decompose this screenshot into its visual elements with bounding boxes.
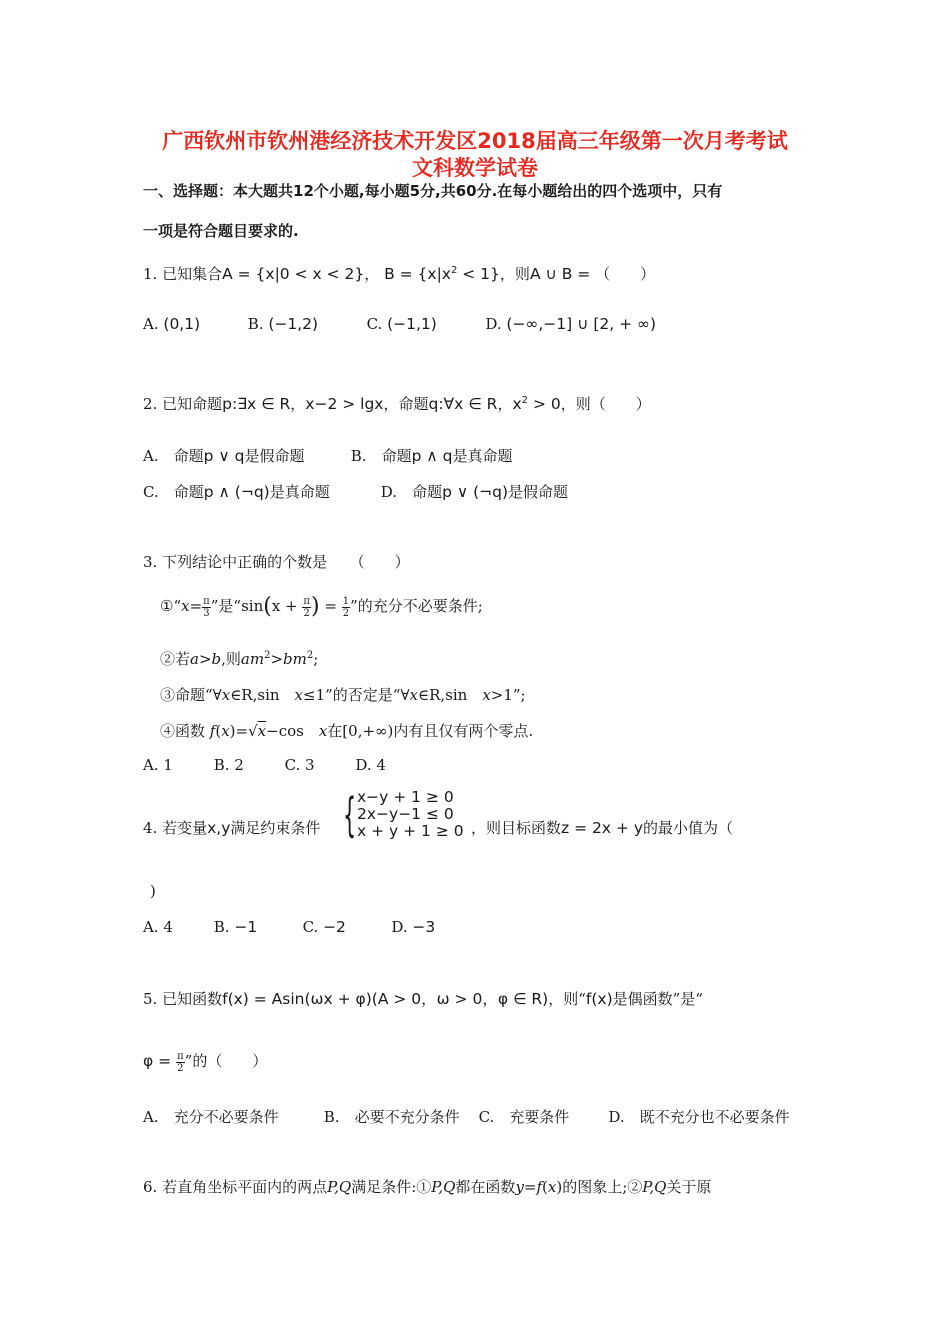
q3-stem: 下列结论中正确的个数是 （ ）	[162, 553, 410, 571]
q3-s1-x: x=	[181, 597, 203, 615]
question-4-options	[143, 918, 435, 936]
q4-constraint-3: x + y + 1 ≥ 0	[357, 822, 464, 840]
q3-s3-d: ∈R,sin	[417, 686, 483, 704]
q5-frac-den: 2	[177, 1062, 184, 1074]
q3-s1-fraction-2	[302, 596, 311, 619]
q2-comma2: ，	[497, 395, 513, 413]
q3-s2-then: ,则	[221, 650, 241, 668]
q3-s3-x3: x	[409, 686, 418, 704]
q3-s1-fraction-3	[342, 596, 350, 619]
q5-option-a[interactable]: A. 充分不必要条件	[143, 1108, 279, 1126]
q3-s4-a: ④函数	[160, 722, 210, 740]
q5-fx: f(x)	[585, 990, 613, 1008]
section-intro-line1: 一、选择题：本大题共12个小题,每小题5分,共60分.在每小题给出的四个选项中，只有	[143, 182, 723, 200]
q4-option-c-value: −2	[323, 918, 346, 936]
q4-brace: {	[343, 788, 357, 842]
q4-option-b-label: B.	[213, 918, 230, 936]
q3-s1-frac2-den: 2	[303, 607, 310, 619]
q4-text4: 的最小值为（	[643, 819, 734, 837]
q3-s1-frac2-num: π	[303, 595, 310, 607]
q3-number: 3.	[143, 553, 158, 571]
q6-text6: 关于原	[666, 1178, 712, 1196]
q3-s4-x3: x	[318, 722, 328, 740]
q1-option-c-value: (−1,1)	[387, 315, 437, 333]
q2-option-d-label: D.	[380, 483, 398, 501]
q1-option-c[interactable]	[367, 315, 481, 333]
q1-set-b	[384, 265, 500, 283]
q3-option-d[interactable]: D. 4	[355, 756, 386, 774]
q6-pq2: P,Q	[431, 1178, 456, 1196]
q3-s4-c: )=√	[229, 722, 258, 740]
q1-set-b-pre: B = {x|x	[384, 265, 451, 283]
q1-option-a-value: (0,1)	[163, 315, 201, 333]
q3-s2-end: ;	[313, 650, 319, 668]
q1-sep: ，	[364, 265, 380, 283]
q4-number: 4.	[143, 819, 158, 837]
q3-s1-eq: =	[319, 597, 342, 615]
q2-comma1: ，	[290, 395, 306, 413]
q5-text: 已知函数	[162, 990, 223, 1008]
question-2-stem	[143, 393, 651, 414]
q3-s2-exp2: 2	[306, 650, 314, 661]
q2-text2: ，命题	[383, 395, 429, 413]
q3-s2-open: ②若	[160, 650, 191, 668]
q3-s1-sin: sin	[241, 597, 264, 615]
q1-option-d-label: D.	[485, 315, 502, 333]
q1-option-c-label: C.	[366, 315, 383, 333]
question-6-stem	[143, 1176, 711, 1197]
q2-option-b-label: B.	[350, 447, 367, 465]
q4-option-c[interactable]	[303, 918, 387, 936]
q6-text4: (	[542, 1178, 548, 1196]
q2-option-d-t1: 命题	[412, 483, 443, 501]
question-1-options	[143, 315, 656, 333]
q3-statement-3	[160, 684, 526, 705]
q4-option-d-value: −3	[412, 918, 436, 936]
q4-option-a[interactable]: A. 4	[143, 918, 173, 936]
q2-number: 2.	[143, 395, 158, 413]
q2-option-b-t1: 命题	[381, 447, 412, 465]
q3-s1-close: ”的充分不必要条件;	[350, 597, 483, 615]
q1-set-b-exp: 2	[450, 264, 458, 276]
q2-option-d-math: p ∨ (¬q)	[442, 483, 509, 501]
section-intro-line2: 一项是符合题目要求的.	[143, 222, 299, 240]
q5-option-c[interactable]: C. 充要条件	[478, 1108, 570, 1126]
q2-option-a-t2: 是假命题	[244, 447, 305, 465]
q4-constraint-2: 2x−y−1 ≤ 0	[357, 805, 454, 823]
q1-option-b[interactable]	[248, 315, 362, 333]
q2-option-b-math: p ∧ q	[411, 447, 453, 465]
q2-p-expr: x−2 > lgx	[305, 395, 384, 413]
q2-option-c-label: C.	[143, 483, 159, 501]
q3-s3-a: ③命题“∀	[160, 686, 222, 704]
q6-text2: 满足条件:①	[351, 1178, 432, 1196]
question-5-stem-cont	[143, 1050, 267, 1074]
q1-number: 1.	[143, 265, 158, 283]
q3-s1-frac-den: 3	[203, 607, 210, 619]
q3-s3-b: ∈R,sin	[230, 686, 295, 704]
q2-q: q:∀x ∈ R	[428, 395, 498, 413]
question-2-options-row2	[143, 481, 568, 502]
q2-p: p:∃x ∈ R	[222, 395, 291, 413]
q5-frac-num: π	[177, 1050, 184, 1062]
q2-option-c-t1: 命题	[173, 483, 204, 501]
q1-expr: A ∪ B =	[529, 265, 591, 283]
q2-q-expr-post: > 0	[528, 395, 561, 413]
q4-option-d-label: D.	[391, 918, 408, 936]
q3-statement-2	[160, 648, 318, 669]
q4-option-d[interactable]	[391, 918, 435, 936]
q3-statement-1: ①“x= $\frac{\pi}{3}$ ”是“sin(x + $\frac{\pi}{2}$ ) = $\frac{1}{2}$ ”的充分不必要条件;	[160, 594, 483, 619]
q4-option-b-value: −1	[234, 918, 258, 936]
q1-option-a[interactable]	[143, 315, 243, 333]
q3-s1-mid: ”是“	[210, 597, 242, 615]
q2-text: 已知命题	[162, 395, 223, 413]
q4-text2: 满足约束条件	[230, 819, 321, 837]
q3-s1-open: ①“	[160, 597, 182, 615]
q5-fraction	[176, 1051, 185, 1074]
q2-option-a-t1: 命题	[173, 447, 204, 465]
q1-paren: （ ）	[595, 265, 656, 283]
q3-s3-x: x	[221, 686, 231, 704]
q3-s3-e: >1”;	[490, 686, 526, 704]
q2-option-b[interactable]	[351, 445, 513, 466]
q3-s3-x4: x	[482, 686, 491, 704]
question-5-stem	[143, 987, 703, 1009]
q6-pq: P,Q	[327, 1178, 352, 1196]
q2-option-c[interactable]	[143, 481, 376, 502]
q3-s2-cond: a>b	[190, 650, 222, 668]
q2-option-c-math: p ∧ (¬q)	[203, 483, 270, 501]
q6-text3: 都在函数	[455, 1178, 516, 1196]
q6-text: 若直角坐标平面内的两点	[162, 1178, 328, 1196]
q3-s2-exp1: 2	[264, 650, 271, 661]
q4-text3: ，则目标函数	[471, 819, 562, 837]
q2-option-b-t2: 是真命题	[452, 447, 513, 465]
q4-text: 若变量	[162, 819, 208, 837]
q3-option-b[interactable]: B. 2	[213, 756, 244, 774]
q3-s4-x2: x	[257, 722, 267, 740]
q3-option-a[interactable]: A. 1	[143, 756, 173, 774]
q5-option-b[interactable]: B. 必要不充分条件	[323, 1108, 460, 1126]
q3-s1-frac-num: π	[203, 595, 210, 607]
q2-text3: ，则（ ）	[560, 395, 651, 413]
q4-option-c-label: C.	[302, 918, 319, 936]
q3-s1-frac3-num: 1	[342, 595, 350, 607]
q1-option-d-value: (−∞,−1] ∪ [2, + ∞)	[506, 315, 656, 333]
q5-function: f(x) = Asin(ωx + φ)	[222, 990, 372, 1008]
q2-option-d-t2: 是假命题	[508, 483, 569, 501]
q1-option-a-label: A.	[143, 315, 159, 333]
question-2-options-row1	[143, 445, 513, 466]
q2-q-expr-exp: 2	[521, 394, 529, 406]
q2-option-a[interactable]	[143, 445, 346, 466]
q6-number: 6.	[143, 1178, 158, 1196]
q2-q-expr-pre: x	[512, 395, 522, 413]
question-4-stem-right	[471, 817, 733, 838]
q4-vars: x,y	[207, 819, 231, 837]
q3-option-c[interactable]: C. 3	[284, 756, 315, 774]
q5-option-d[interactable]: D. 既不充分也不必要条件	[608, 1108, 790, 1126]
q3-s2-am: am	[240, 650, 265, 668]
q3-s4-d: −cos	[266, 722, 319, 740]
q3-s4-f: f	[209, 722, 216, 740]
q3-s1-frac3-den: 2	[342, 607, 350, 619]
q5-number: 5.	[143, 990, 158, 1008]
q6-text5: )的图象上;②	[556, 1178, 643, 1196]
q3-s2-bm: >bm	[270, 650, 307, 668]
q3-s1-fraction	[202, 596, 211, 619]
q3-s3-x2: x	[294, 686, 303, 704]
q4-option-b[interactable]	[214, 918, 298, 936]
q2-option-a-label: A.	[143, 447, 159, 465]
question-4-stem-left	[143, 817, 320, 838]
q2-option-d[interactable]	[381, 481, 568, 502]
q4-objective: z = 2x + y	[561, 819, 644, 837]
question-3-stem	[143, 551, 410, 572]
q1-text: 已知集合	[162, 265, 223, 283]
q3-s4-b: (	[215, 722, 222, 740]
q3-s4-x: x	[221, 722, 230, 740]
q4-constraint-1: x−y + 1 ≥ 0	[357, 788, 454, 806]
q3-statement-4	[160, 720, 533, 741]
q6-x: x	[547, 1178, 557, 1196]
q5-conditions: (A > 0，ω > 0，φ ∈ R)	[371, 990, 549, 1008]
question-3-options	[143, 756, 386, 774]
q1-set-a: A = {x|0 < x < 2}	[222, 265, 365, 283]
exam-title-line1: 广西钦州市钦州港经济技术开发区2018届高三年级第一次月考考试	[162, 129, 788, 153]
exam-title-line2: 文科数学试卷	[412, 156, 538, 180]
q1-text2: ，则	[499, 265, 530, 283]
q6-y: y=f	[515, 1178, 543, 1196]
q1-option-b-label: B.	[247, 315, 264, 333]
q2-option-c-t2: 是真命题	[269, 483, 330, 501]
q3-s1-x-plus: x +	[271, 597, 303, 615]
q6-pq3: P,Q	[642, 1178, 667, 1196]
q5-text3: 是偶函数”是“	[612, 990, 703, 1008]
q2-q-expr	[512, 395, 560, 413]
q5-text2: ，则“	[548, 990, 586, 1008]
q5-text4: ”的（ ）	[184, 1052, 268, 1070]
q3-s3-c: ≤1”的否定是“∀	[303, 686, 410, 704]
q2-option-a-math: p ∨ q	[203, 447, 245, 465]
q1-option-b-value: (−1,2)	[268, 315, 319, 333]
q1-set-b-post: < 1}	[457, 265, 500, 283]
q5-phi: φ =	[143, 1052, 177, 1070]
question-5-options	[143, 1106, 790, 1127]
q3-s4-e: 在[0,+∞)内有且仅有两个零点.	[327, 722, 534, 740]
question-1-stem	[143, 263, 655, 284]
q1-option-d[interactable]	[485, 315, 656, 333]
q4-close-paren: )	[150, 882, 156, 900]
